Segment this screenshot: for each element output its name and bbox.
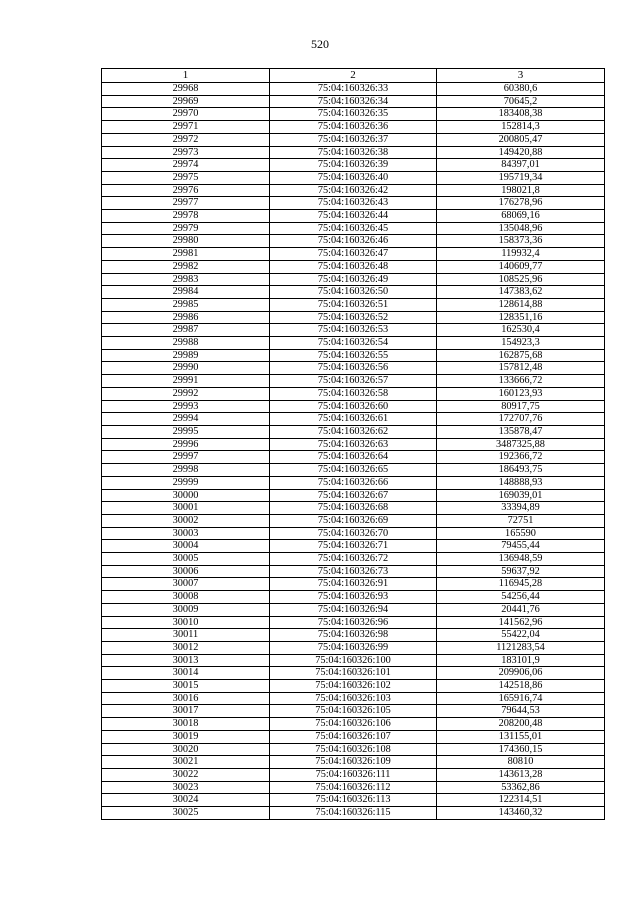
table-row bbox=[102, 311, 605, 324]
value-cell: 172707,76 bbox=[437, 413, 605, 426]
row-number-cell: 29989 bbox=[102, 349, 270, 362]
value-cell: 70645,2 bbox=[437, 95, 605, 108]
table-row bbox=[102, 781, 605, 794]
table-row bbox=[102, 464, 605, 477]
row-number-cell: 30006 bbox=[102, 565, 270, 578]
value-cell: 59637,92 bbox=[437, 565, 605, 578]
row-number-cell: 30019 bbox=[102, 730, 270, 743]
value-cell: 186493,75 bbox=[437, 464, 605, 477]
cadastral-number-cell: 75:04:160326:73 bbox=[270, 565, 437, 578]
row-number-cell: 29971 bbox=[102, 121, 270, 134]
table-row bbox=[102, 387, 605, 400]
table-row bbox=[102, 171, 605, 184]
table-row bbox=[102, 514, 605, 527]
value-cell: 116945,28 bbox=[437, 578, 605, 591]
table-row bbox=[102, 133, 605, 146]
table-row bbox=[102, 222, 605, 235]
row-number-cell: 29970 bbox=[102, 108, 270, 121]
cadastral-number-cell: 75:04:160326:115 bbox=[270, 807, 437, 820]
cadastral-number-cell: 75:04:160326:94 bbox=[270, 603, 437, 616]
row-number-cell: 29974 bbox=[102, 159, 270, 172]
value-cell: 160123,93 bbox=[437, 387, 605, 400]
cadastral-number-cell: 75:04:160326:101 bbox=[270, 667, 437, 680]
cadastral-number-cell: 75:04:160326:53 bbox=[270, 324, 437, 337]
cadastral-number-cell: 75:04:160326:58 bbox=[270, 387, 437, 400]
row-number-cell: 29975 bbox=[102, 171, 270, 184]
row-number-cell: 30001 bbox=[102, 502, 270, 515]
table-row bbox=[102, 603, 605, 616]
value-cell: 149420,88 bbox=[437, 146, 605, 159]
table-row bbox=[102, 337, 605, 350]
value-cell: 209906,06 bbox=[437, 667, 605, 680]
table-row bbox=[102, 400, 605, 413]
value-cell: 135878,47 bbox=[437, 425, 605, 438]
cadastral-number-cell: 75:04:160326:91 bbox=[270, 578, 437, 591]
row-number-cell: 30003 bbox=[102, 527, 270, 540]
row-number-cell: 30024 bbox=[102, 794, 270, 807]
table-row bbox=[102, 451, 605, 464]
value-cell: 33394,89 bbox=[437, 502, 605, 515]
row-number-cell: 29976 bbox=[102, 184, 270, 197]
cadastral-number-cell: 75:04:160326:44 bbox=[270, 210, 437, 223]
cadastral-number-cell: 75:04:160326:43 bbox=[270, 197, 437, 210]
cadastral-number-cell: 75:04:160326:70 bbox=[270, 527, 437, 540]
row-number-cell: 30021 bbox=[102, 756, 270, 769]
cadastral-number-cell: 75:04:160326:49 bbox=[270, 273, 437, 286]
value-cell: 154923,3 bbox=[437, 337, 605, 350]
value-cell: 176278,96 bbox=[437, 197, 605, 210]
cadastral-number-cell: 75:04:160326:46 bbox=[270, 235, 437, 248]
cadastral-number-cell: 75:04:160326:47 bbox=[270, 248, 437, 261]
table-row bbox=[102, 730, 605, 743]
cadastral-number-cell: 75:04:160326:105 bbox=[270, 705, 437, 718]
value-cell: 80917,75 bbox=[437, 400, 605, 413]
table-row bbox=[102, 616, 605, 629]
value-cell: 68069,16 bbox=[437, 210, 605, 223]
cadastral-number-cell: 75:04:160326:36 bbox=[270, 121, 437, 134]
table-row bbox=[102, 629, 605, 642]
value-cell: 128351,16 bbox=[437, 311, 605, 324]
row-number-cell: 29986 bbox=[102, 311, 270, 324]
row-number-cell: 29994 bbox=[102, 413, 270, 426]
table-row bbox=[102, 438, 605, 451]
table-row bbox=[102, 705, 605, 718]
cadastral-number-cell: 75:04:160326:38 bbox=[270, 146, 437, 159]
column-header-1: 1 bbox=[102, 69, 270, 83]
value-cell: 158373,36 bbox=[437, 235, 605, 248]
value-cell: 143460,32 bbox=[437, 807, 605, 820]
cadastral-number-cell: 75:04:160326:71 bbox=[270, 540, 437, 553]
value-cell: 141562,96 bbox=[437, 616, 605, 629]
value-cell: 165916,74 bbox=[437, 692, 605, 705]
row-number-cell: 29981 bbox=[102, 248, 270, 261]
value-cell: 1121283,54 bbox=[437, 641, 605, 654]
column-header-2: 2 bbox=[270, 69, 437, 83]
cadastral-number-cell: 75:04:160326:60 bbox=[270, 400, 437, 413]
row-number-cell: 30020 bbox=[102, 743, 270, 756]
cadastral-number-cell: 75:04:160326:111 bbox=[270, 768, 437, 781]
cadastral-number-cell: 75:04:160326:51 bbox=[270, 298, 437, 311]
value-cell: 119932,4 bbox=[437, 248, 605, 261]
cadastral-number-cell: 75:04:160326:65 bbox=[270, 464, 437, 477]
cadastral-number-cell: 75:04:160326:99 bbox=[270, 641, 437, 654]
row-number-cell: 30009 bbox=[102, 603, 270, 616]
table-row bbox=[102, 273, 605, 286]
value-cell: 128614,88 bbox=[437, 298, 605, 311]
cadastral-number-cell: 75:04:160326:98 bbox=[270, 629, 437, 642]
value-cell: 162530,4 bbox=[437, 324, 605, 337]
value-cell: 142518,86 bbox=[437, 680, 605, 693]
data-table bbox=[101, 68, 605, 820]
cadastral-number-cell: 75:04:160326:40 bbox=[270, 171, 437, 184]
cadastral-number-cell: 75:04:160326:64 bbox=[270, 451, 437, 464]
row-number-cell: 29998 bbox=[102, 464, 270, 477]
table-row bbox=[102, 718, 605, 731]
cadastral-number-cell: 75:04:160326:100 bbox=[270, 654, 437, 667]
row-number-cell: 29991 bbox=[102, 375, 270, 388]
table-row bbox=[102, 527, 605, 540]
cadastral-number-cell: 75:04:160326:63 bbox=[270, 438, 437, 451]
table-row bbox=[102, 95, 605, 108]
table-row bbox=[102, 654, 605, 667]
value-cell: 152814,3 bbox=[437, 121, 605, 134]
cadastral-number-cell: 75:04:160326:113 bbox=[270, 794, 437, 807]
value-cell: 162875,68 bbox=[437, 349, 605, 362]
row-number-cell: 30023 bbox=[102, 781, 270, 794]
row-number-cell: 29995 bbox=[102, 425, 270, 438]
cadastral-number-cell: 75:04:160326:106 bbox=[270, 718, 437, 731]
row-number-cell: 30022 bbox=[102, 768, 270, 781]
cadastral-number-cell: 75:04:160326:66 bbox=[270, 476, 437, 489]
row-number-cell: 29977 bbox=[102, 197, 270, 210]
cadastral-number-cell: 75:04:160326:54 bbox=[270, 337, 437, 350]
cadastral-number-cell: 75:04:160326:57 bbox=[270, 375, 437, 388]
row-number-cell: 29983 bbox=[102, 273, 270, 286]
table-row bbox=[102, 641, 605, 654]
cadastral-number-cell: 75:04:160326:69 bbox=[270, 514, 437, 527]
value-cell: 183101,9 bbox=[437, 654, 605, 667]
cadastral-number-cell: 75:04:160326:103 bbox=[270, 692, 437, 705]
cadastral-number-cell: 75:04:160326:62 bbox=[270, 425, 437, 438]
row-number-cell: 30010 bbox=[102, 616, 270, 629]
value-cell: 135048,96 bbox=[437, 222, 605, 235]
row-number-cell: 30000 bbox=[102, 489, 270, 502]
value-cell: 72751 bbox=[437, 514, 605, 527]
table-row bbox=[102, 248, 605, 261]
table-row bbox=[102, 375, 605, 388]
value-cell: 192366,72 bbox=[437, 451, 605, 464]
row-number-cell: 29980 bbox=[102, 235, 270, 248]
row-number-cell: 30004 bbox=[102, 540, 270, 553]
row-number-cell: 29985 bbox=[102, 298, 270, 311]
cadastral-number-cell: 75:04:160326:107 bbox=[270, 730, 437, 743]
table-row bbox=[102, 756, 605, 769]
table-row bbox=[102, 476, 605, 489]
value-cell: 20441,76 bbox=[437, 603, 605, 616]
row-number-cell: 29993 bbox=[102, 400, 270, 413]
table-row bbox=[102, 286, 605, 299]
value-cell: 54256,44 bbox=[437, 591, 605, 604]
cadastral-number-cell: 75:04:160326:50 bbox=[270, 286, 437, 299]
row-number-cell: 30012 bbox=[102, 641, 270, 654]
row-number-cell: 29987 bbox=[102, 324, 270, 337]
cadastral-number-cell: 75:04:160326:33 bbox=[270, 83, 437, 96]
value-cell: 122314,51 bbox=[437, 794, 605, 807]
row-number-cell: 29988 bbox=[102, 337, 270, 350]
value-cell: 165590 bbox=[437, 527, 605, 540]
value-cell: 148888,93 bbox=[437, 476, 605, 489]
cadastral-number-cell: 75:04:160326:67 bbox=[270, 489, 437, 502]
table-row bbox=[102, 184, 605, 197]
table-row bbox=[102, 413, 605, 426]
table-row bbox=[102, 324, 605, 337]
cadastral-number-cell: 75:04:160326:48 bbox=[270, 260, 437, 273]
table-row bbox=[102, 502, 605, 515]
cadastral-number-cell: 75:04:160326:42 bbox=[270, 184, 437, 197]
value-cell: 84397,01 bbox=[437, 159, 605, 172]
cadastral-number-cell: 75:04:160326:112 bbox=[270, 781, 437, 794]
table-row bbox=[102, 298, 605, 311]
cadastral-number-cell: 75:04:160326:61 bbox=[270, 413, 437, 426]
cadastral-number-cell: 75:04:160326:34 bbox=[270, 95, 437, 108]
value-cell: 55422,04 bbox=[437, 629, 605, 642]
table-row bbox=[102, 197, 605, 210]
table-row bbox=[102, 146, 605, 159]
cadastral-number-cell: 75:04:160326:102 bbox=[270, 680, 437, 693]
table-header bbox=[102, 69, 605, 83]
row-number-cell: 30017 bbox=[102, 705, 270, 718]
table-row bbox=[102, 807, 605, 820]
value-cell: 53362,86 bbox=[437, 781, 605, 794]
row-number-cell: 29984 bbox=[102, 286, 270, 299]
cadastral-number-cell: 75:04:160326:39 bbox=[270, 159, 437, 172]
cadastral-number-cell: 75:04:160326:35 bbox=[270, 108, 437, 121]
table-row bbox=[102, 260, 605, 273]
row-number-cell: 30005 bbox=[102, 553, 270, 566]
value-cell: 195719,34 bbox=[437, 171, 605, 184]
row-number-cell: 29997 bbox=[102, 451, 270, 464]
table-row bbox=[102, 235, 605, 248]
row-number-cell: 30015 bbox=[102, 680, 270, 693]
value-cell: 131155,01 bbox=[437, 730, 605, 743]
value-cell: 169039,01 bbox=[437, 489, 605, 502]
row-number-cell: 30011 bbox=[102, 629, 270, 642]
table-row bbox=[102, 540, 605, 553]
cadastral-number-cell: 75:04:160326:68 bbox=[270, 502, 437, 515]
row-number-cell: 30016 bbox=[102, 692, 270, 705]
table-row bbox=[102, 83, 605, 96]
value-cell: 157812,48 bbox=[437, 362, 605, 375]
row-number-cell: 30018 bbox=[102, 718, 270, 731]
value-cell: 108525,96 bbox=[437, 273, 605, 286]
cadastral-number-cell: 75:04:160326:37 bbox=[270, 133, 437, 146]
cadastral-number-cell: 75:04:160326:45 bbox=[270, 222, 437, 235]
table-row bbox=[102, 362, 605, 375]
table-row bbox=[102, 425, 605, 438]
value-cell: 60380,6 bbox=[437, 83, 605, 96]
cadastral-number-cell: 75:04:160326:56 bbox=[270, 362, 437, 375]
row-number-cell: 29996 bbox=[102, 438, 270, 451]
table-row bbox=[102, 578, 605, 591]
table-row bbox=[102, 210, 605, 223]
value-cell: 80810 bbox=[437, 756, 605, 769]
table-row bbox=[102, 794, 605, 807]
row-number-cell: 29972 bbox=[102, 133, 270, 146]
row-number-cell: 29973 bbox=[102, 146, 270, 159]
cadastral-number-cell: 75:04:160326:93 bbox=[270, 591, 437, 604]
row-number-cell: 30013 bbox=[102, 654, 270, 667]
table-row bbox=[102, 159, 605, 172]
table-row bbox=[102, 565, 605, 578]
table-row bbox=[102, 553, 605, 566]
table-row bbox=[102, 489, 605, 502]
table-row bbox=[102, 667, 605, 680]
row-number-cell: 29992 bbox=[102, 387, 270, 400]
value-cell: 208200,48 bbox=[437, 718, 605, 731]
cadastral-number-cell: 75:04:160326:55 bbox=[270, 349, 437, 362]
value-cell: 140609,77 bbox=[437, 260, 605, 273]
table-row bbox=[102, 680, 605, 693]
cadastral-number-cell: 75:04:160326:96 bbox=[270, 616, 437, 629]
header-row bbox=[102, 69, 605, 83]
table-body bbox=[102, 83, 605, 820]
page-number: 520 bbox=[311, 37, 329, 51]
value-cell: 183408,38 bbox=[437, 108, 605, 121]
value-cell: 79455,44 bbox=[437, 540, 605, 553]
table-row bbox=[102, 121, 605, 134]
row-number-cell: 29982 bbox=[102, 260, 270, 273]
cadastral-number-cell: 75:04:160326:108 bbox=[270, 743, 437, 756]
table-row bbox=[102, 768, 605, 781]
row-number-cell: 29990 bbox=[102, 362, 270, 375]
table-row bbox=[102, 591, 605, 604]
value-cell: 200805,47 bbox=[437, 133, 605, 146]
value-cell: 174360,15 bbox=[437, 743, 605, 756]
cadastral-number-cell: 75:04:160326:72 bbox=[270, 553, 437, 566]
cadastral-number-cell: 75:04:160326:109 bbox=[270, 756, 437, 769]
value-cell: 3487325,88 bbox=[437, 438, 605, 451]
row-number-cell: 29969 bbox=[102, 95, 270, 108]
row-number-cell: 30014 bbox=[102, 667, 270, 680]
table-row bbox=[102, 108, 605, 121]
row-number-cell: 30002 bbox=[102, 514, 270, 527]
value-cell: 198021,8 bbox=[437, 184, 605, 197]
value-cell: 136948,59 bbox=[437, 553, 605, 566]
row-number-cell: 29999 bbox=[102, 476, 270, 489]
table-row bbox=[102, 349, 605, 362]
row-number-cell: 29978 bbox=[102, 210, 270, 223]
value-cell: 79644,53 bbox=[437, 705, 605, 718]
column-header-3: 3 bbox=[437, 69, 605, 83]
value-cell: 133666,72 bbox=[437, 375, 605, 388]
value-cell: 143613,28 bbox=[437, 768, 605, 781]
cadastral-number-cell: 75:04:160326:52 bbox=[270, 311, 437, 324]
row-number-cell: 30007 bbox=[102, 578, 270, 591]
row-number-cell: 30025 bbox=[102, 807, 270, 820]
row-number-cell: 29968 bbox=[102, 83, 270, 96]
value-cell: 147383,62 bbox=[437, 286, 605, 299]
table-row bbox=[102, 743, 605, 756]
row-number-cell: 29979 bbox=[102, 222, 270, 235]
table-row bbox=[102, 692, 605, 705]
row-number-cell: 30008 bbox=[102, 591, 270, 604]
